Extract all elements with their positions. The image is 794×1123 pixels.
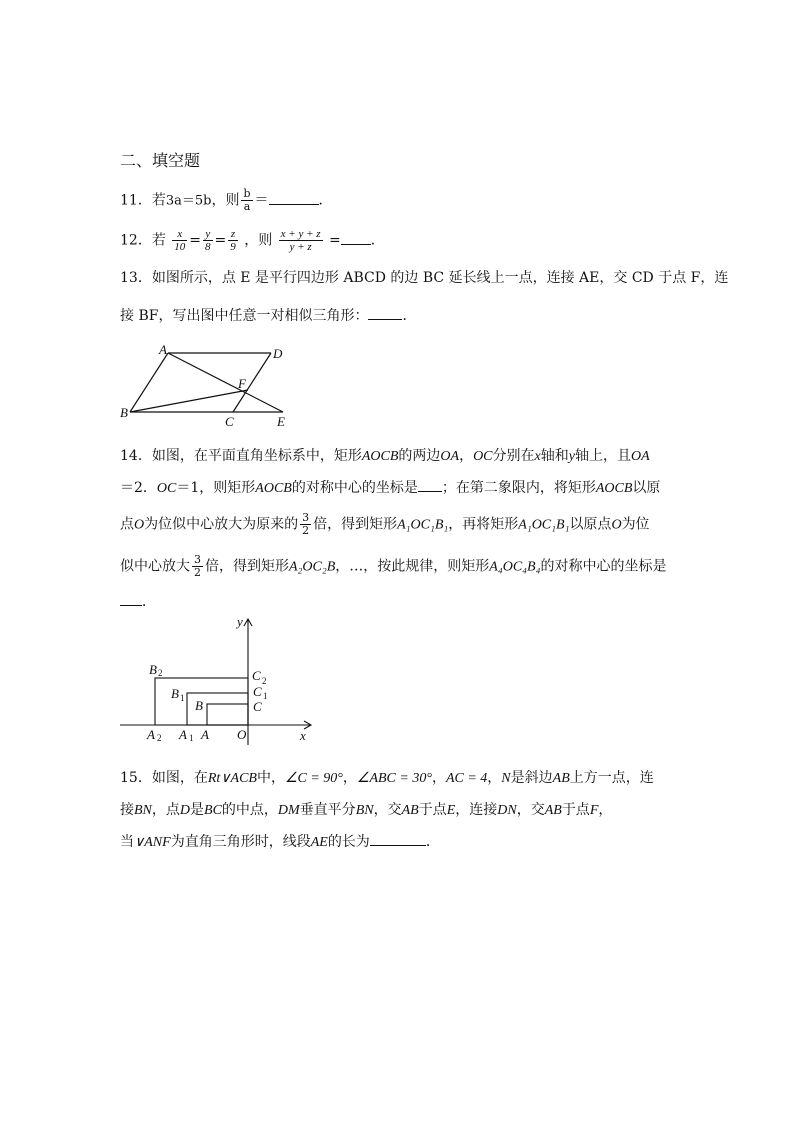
parallelogram-figure [115,340,305,430]
answer-blank-14b[interactable] [120,593,142,606]
label-b1: B [171,686,179,701]
question-13-line-2: 接 BF，写出图中任意一对相似三角形： ． [120,308,417,324]
question-15-line-2: 接BN，点D是BC的中点，DM垂直平分BN，交AB于点E，连接DN，交AB于点F， [120,802,613,818]
label-b: B [195,698,203,713]
label-e: E [277,414,285,429]
label-o: O [237,727,247,742]
question-14-line-2: ＝2．OC＝1，则矩形AOCB的对称中心的坐标是 ；在第二象限内，将矩形AOCB以原 [120,480,661,496]
rectangle-aocb [207,704,248,725]
label-b: B [120,405,128,420]
section-title: 二、填空题 [120,151,201,170]
label-a: A [159,342,167,357]
answer-blank-15[interactable] [370,833,426,846]
label-c2: C [252,668,261,683]
question-15-line-3: 当∨ANF为直角三角形时，线段AE的长为 ． [120,834,440,850]
question-14-line-3: 点O为位似中心放大为原来的 $\frac{3}{2}$ 倍，得到矩形A₁OC₁B₁，再将矩形A₁OC₁B₁以原点O为位 [120,511,650,537]
coordinate-rectangles-figure [115,612,320,747]
label-x: x [300,728,306,743]
answer-blank-14a[interactable] [418,479,442,492]
svg-text:1: 1 [189,733,194,743]
label-b2: B [149,662,157,677]
svg-text:2: 2 [158,668,163,678]
label-y: y [237,614,243,629]
fraction-b-over-a: $\frac{b}{a}$ [243,187,251,213]
label-a2: A [147,727,155,742]
svg-text:1: 1 [180,693,185,703]
answer-blank-12[interactable] [341,232,371,245]
label-d: D [273,346,283,361]
question-11: 11．若3a＝5b，则 $\frac{b}{a}$ ＝ ． [120,187,333,213]
question-14-line-4: 似中心放大 $\frac{3}{2}$ 倍，得到矩形A₂OC₂B，…，按此规律，则矩形A₄OC₄B₄的对称中心的坐标是 [120,553,667,579]
side-ab [130,353,168,412]
line-bf [130,390,248,412]
question-14-line-5: ． [120,592,156,612]
question-12: 12．若 $\frac{x}{10}$ = $\frac{y}{8}$ = $\frac{z}{9}$ ，则 $\frac{x + y + z}{y + z}$ = ． [120,228,385,253]
answer-blank-13[interactable] [368,307,402,320]
question-14-line-1: 14．如图，在平面直角坐标系中，矩形AOCB的两边OA，OC分别在x轴和y轴上，且OA [120,448,650,464]
label-c: C [225,414,234,429]
label-c1: C [253,684,262,699]
label-c: C [253,699,262,714]
answer-blank-11[interactable] [269,192,319,205]
label-f: F [238,376,246,391]
svg-text:1: 1 [263,691,268,701]
label-a: A [201,727,209,742]
question-15-line-1: 15．如图，在Rt∨ACB中，∠C = 90°，∠ABC = 30°，AC = 4，N是斜边AB上方一点，连 [120,770,654,786]
label-a1: A [179,727,187,742]
question-13-line-1: 13．如图所示，点 E 是平行四边形 ABCD 的边 BC 延长线上一点，连接 AE，交 CD 于点 F，连 [120,270,729,286]
svg-text:2: 2 [262,676,267,686]
svg-text:2: 2 [157,733,162,743]
